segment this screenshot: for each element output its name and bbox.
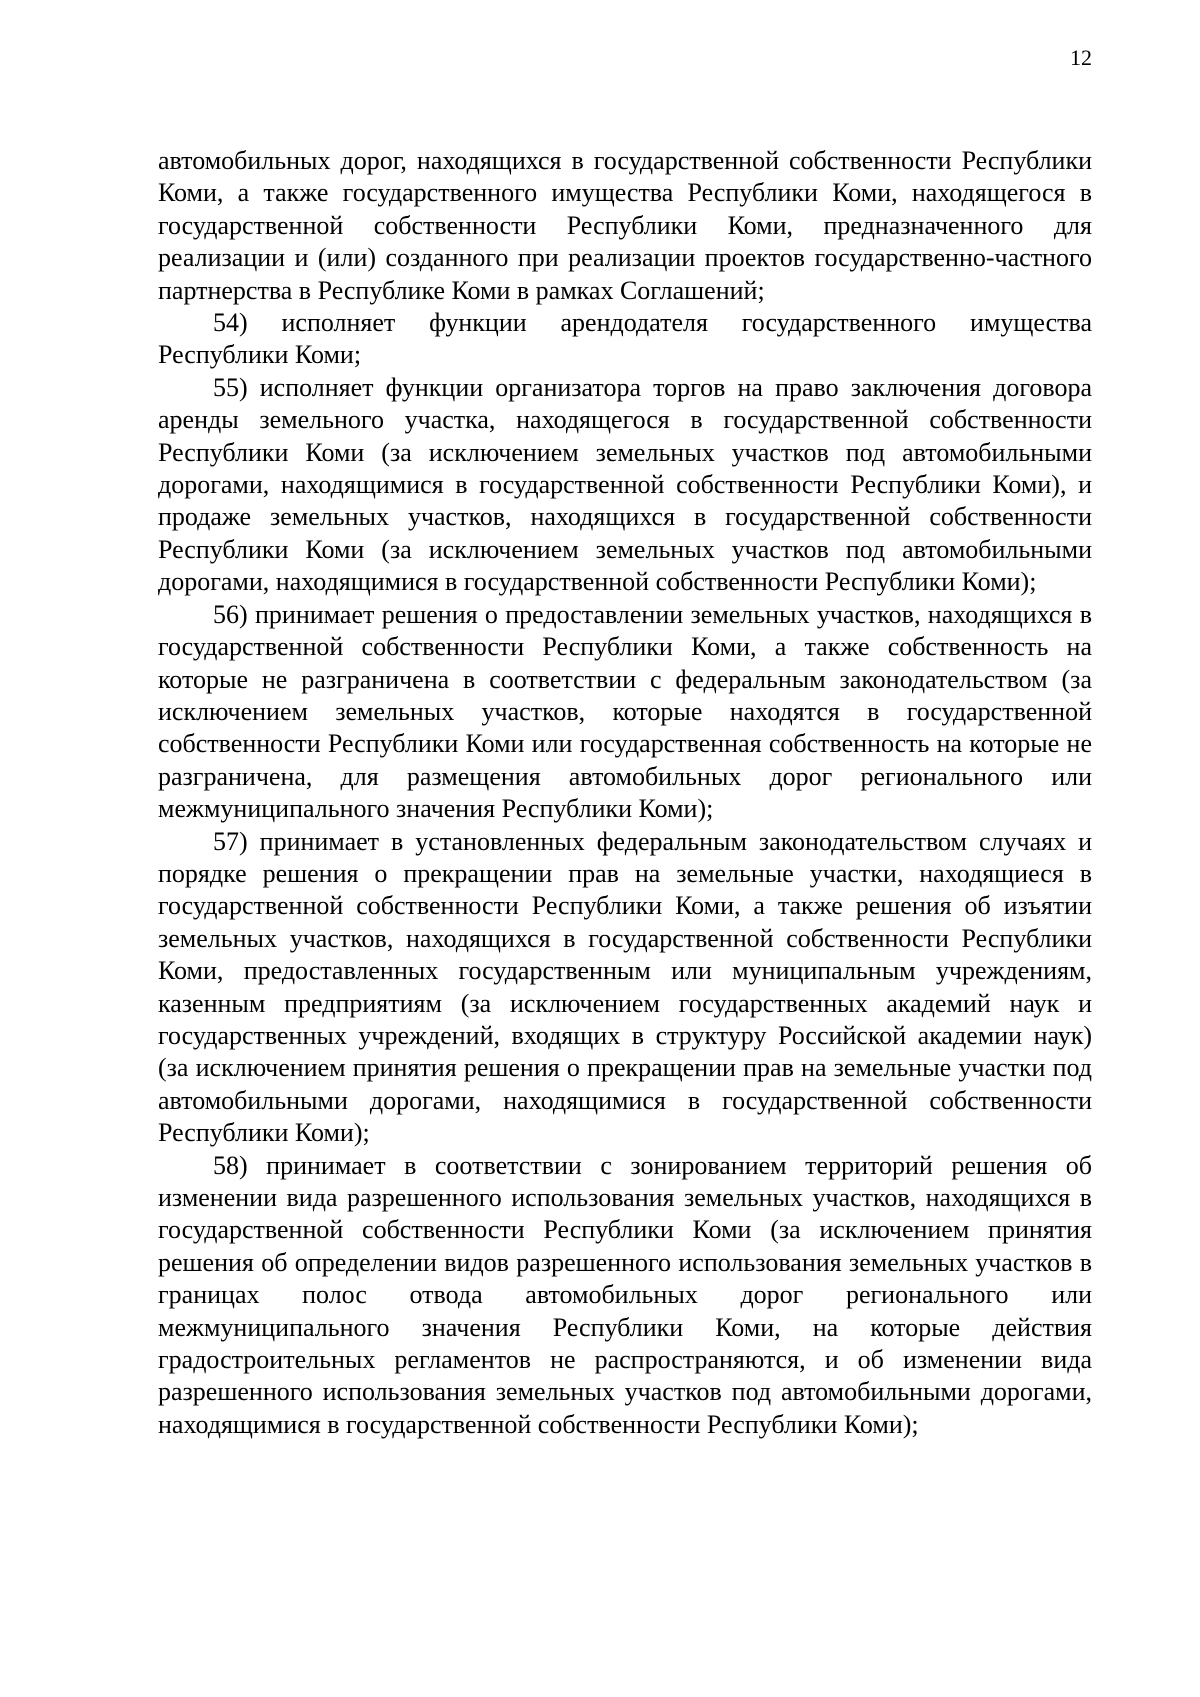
paragraph-item-57: 57) принимает в установленных федеральным законодательством случаях и порядке решения о прекращении прав на земельные участки, находящиеся в государственной собственности Республики Коми, а также решения об изъятии земельных участков, находящихся в государственной собственности Республики Коми, предоставленных государственным или муниципальным учреждениям, казенным предприятиям (за исключением государственных академий наук и государственных учреждений, входящих в структуру Российской академии наук) (за исключением принятия решения о прекращении прав на земельные участки под автомобильными дорогами, находящимися в государственной собственности Республики Коми); <box>158 826 1092 1148</box>
paragraph-continuation: автомобильных дорог, находящихся в государственной собственности Республики Коми, а также государственного имущества Республики Коми, находящегося в государственной собственности Республики Коми, предназначенного для реализации и (или) созданного при реализации проектов государственно-частного партнерства в Республике Коми в рамках Соглашений; <box>158 146 1092 305</box>
document-body <box>158 145 1092 1441</box>
paragraph-item-56: 56) принимает решения о предоставлении земельных участков, находящихся в государственной собственности Республики Коми, а также собственность на которые не разграничена в соответствии с федеральным законодательством (за исключением земельных участков, которые находятся в государственной собственности Республики Коми или государственная собственность на которые не разграничена, для размещения автомобильных дорог регионального или межмуниципального значения Республики Коми); <box>158 599 1092 824</box>
paragraph-item-55: 55) исполняет функции организатора торгов на право заключения договора аренды земельного участка, находящегося в государственной собственности Республики Коми (за исключением земельных участков под автомобильными дорогами, находящимися в государственной собственности Республики Коми), и продаже земельных участков, находящихся в государственной собственности Республики Коми (за исключением земельных участков под автомобильными дорогами, находящимися в государственной собственности Республики Коми); <box>158 372 1092 597</box>
page-number: 12 <box>1070 45 1092 70</box>
paragraph-item-54: 54) исполняет функции арендодателя государственного имущества Республики Коми; <box>158 308 1092 370</box>
paragraph-item-58: 58) принимает в соответствии с зонированием территорий решения об изменении вида разрешенного использования земельных участков, находящихся в государственной собственности Республики Коми (за исключением принятия решения об определении видов разрешенного использования земельных участков в границах полос отвода автомобильных дорог регионального или межмуниципального значения Республики Коми, на которые действия градостроительных регламентов не распространяются, и об изменении вида разрешенного использования земельных участков под автомобильными дорогами, находящимися в государственной собственности Республики Коми); <box>158 1150 1092 1439</box>
